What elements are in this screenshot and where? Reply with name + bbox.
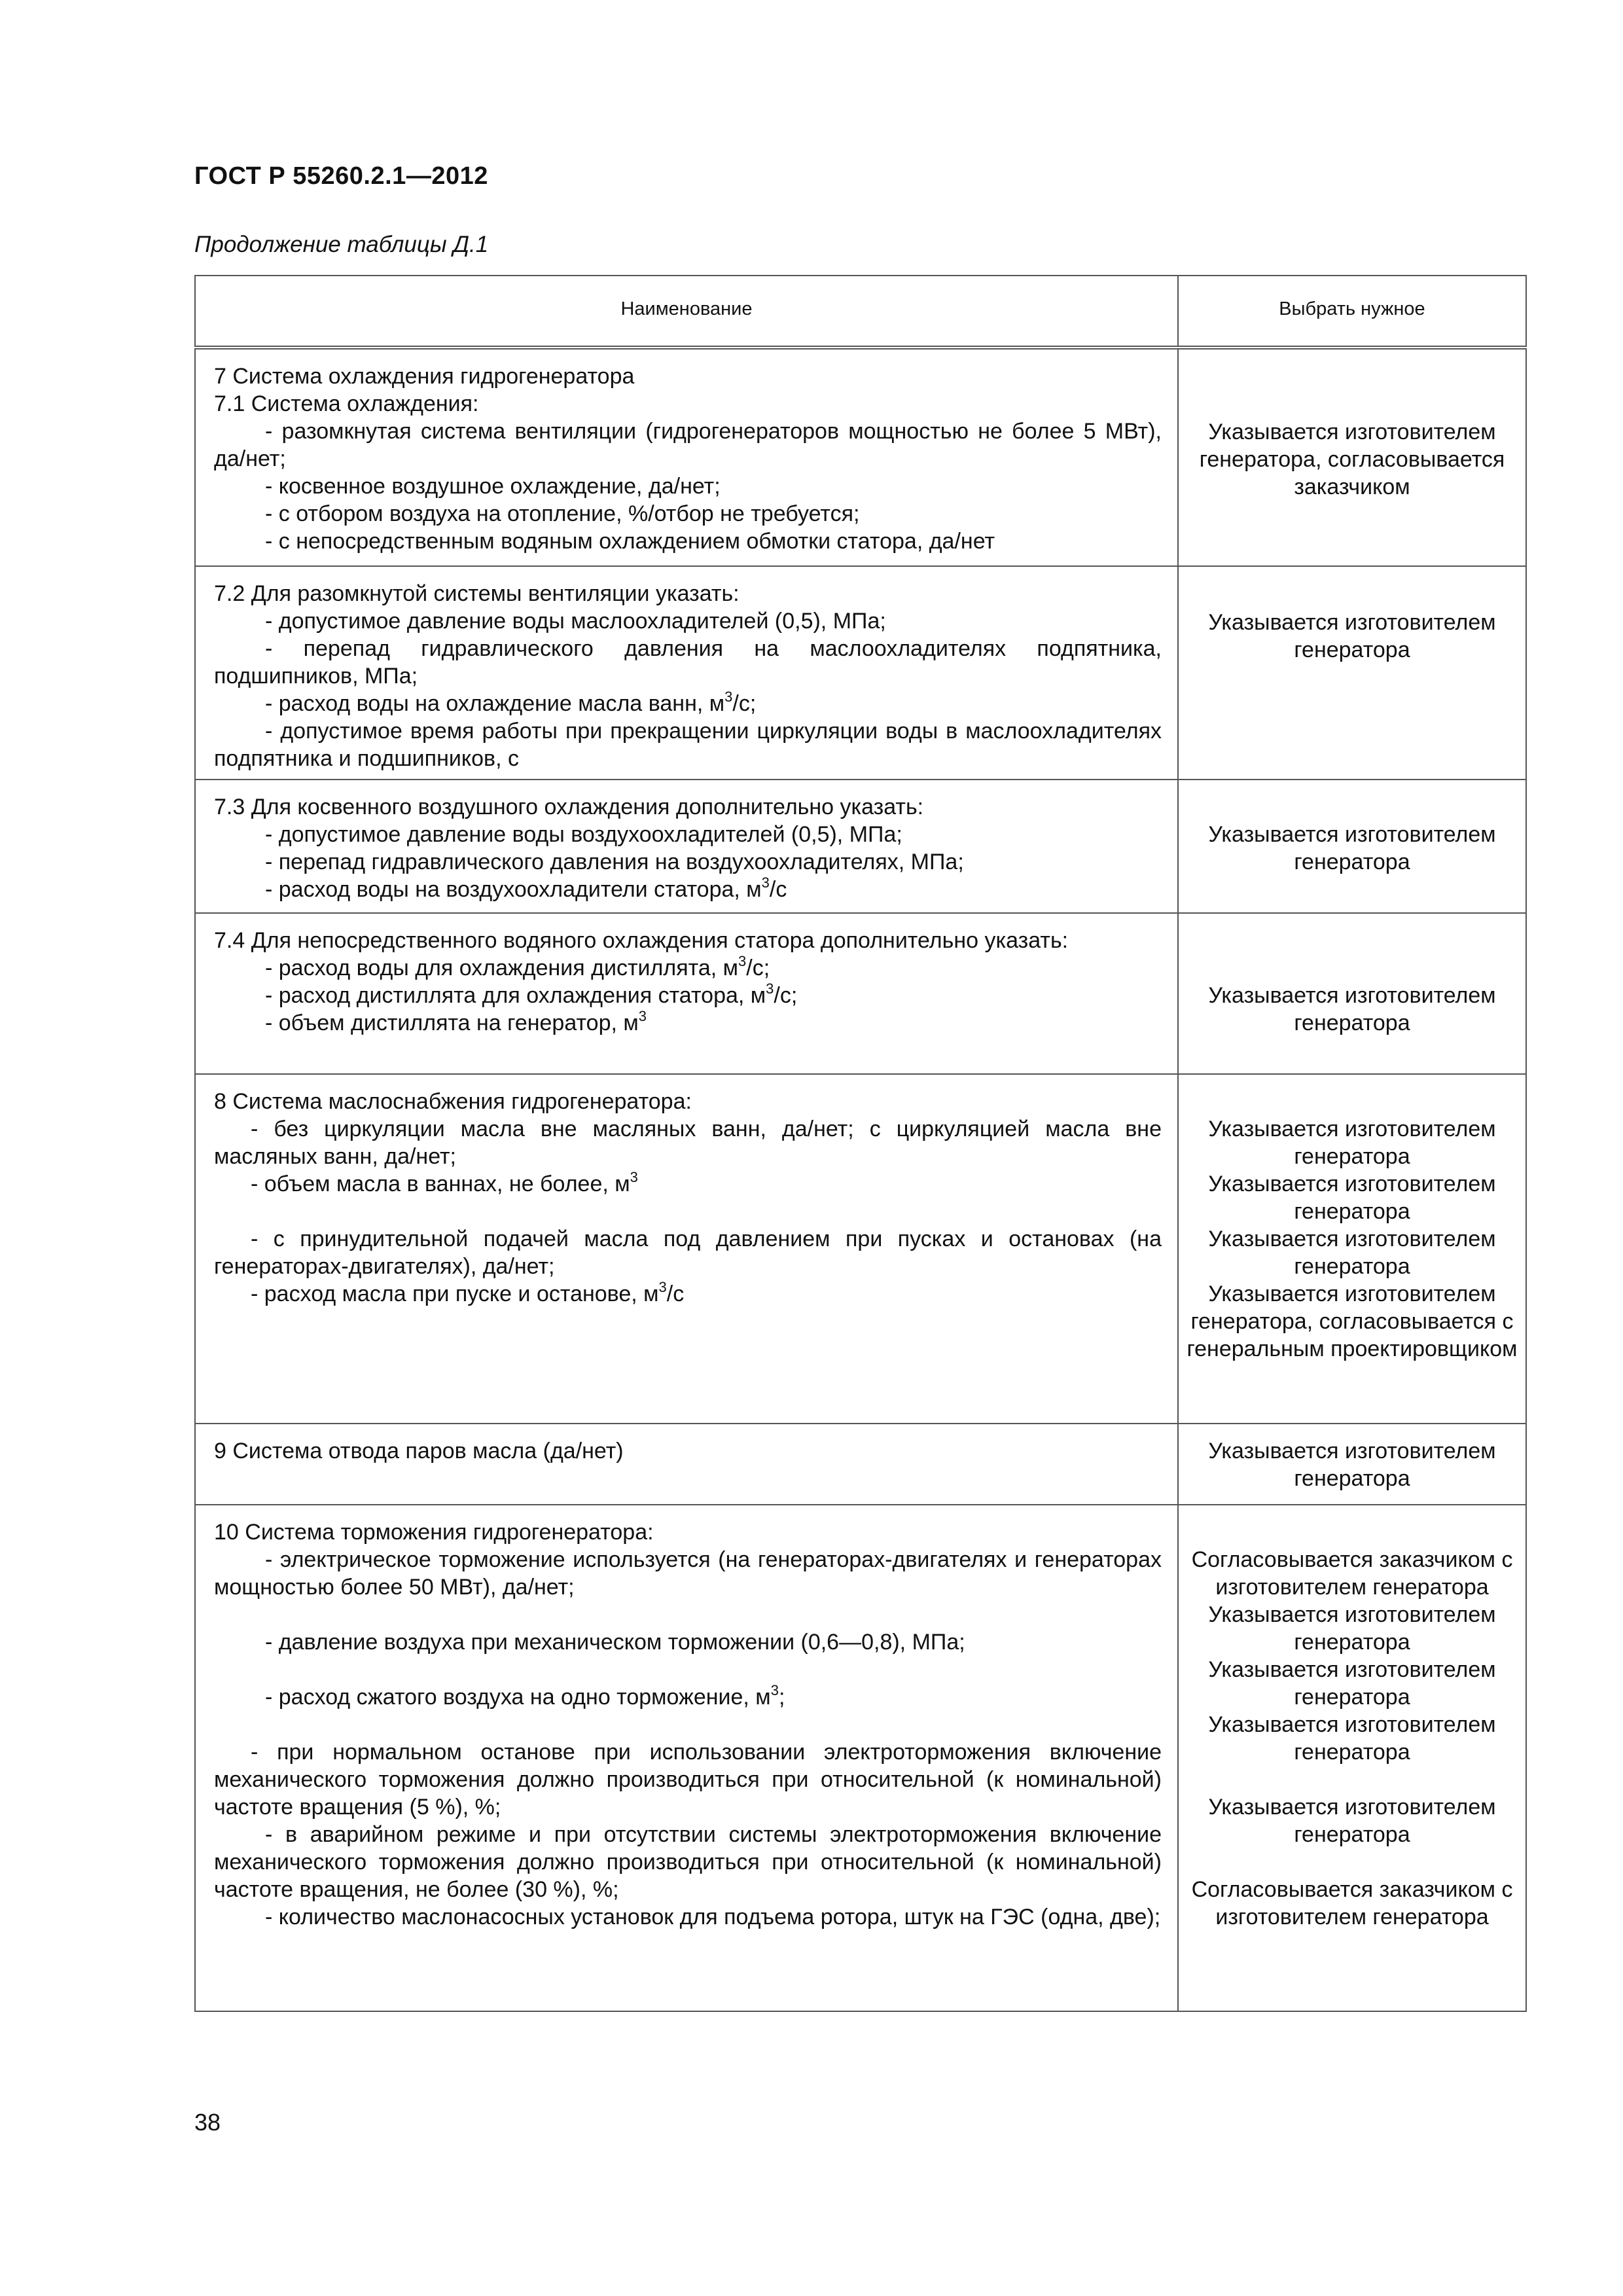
row-7-3-description: 7.3 Для косвенного воздушного охлаждения дополнительно указать: - допустимое давление воды воздухоохладителей (0,5), МПа; - перепад гидравлического давления на воздухоохладителях, МПа; - расход воды на воздухоохладители статора, $м^3/с$ [195,780,1178,913]
table-row [195,348,1526,566]
row-7-choice: Указывается изготовителем генератора, согласовывается заказчиком [1178,348,1526,566]
table-row [195,1424,1526,1505]
row-7-2-description: 7.2 Для разомкнутой системы вентиляции указать: - допустимое давление воды маслоохладителей (0,5), МПа; - перепад гидравлического давления на маслоохладителях подпятника, подшипников, МПа; - расход воды на охлаждение масла ванн, $м^3/с$; - допустимое время работы при прекращении циркуляции воды в маслоохладителях подпятника и подшипников, с [195,566,1178,780]
row-7-2-choice: Указывается изготовителем генератора [1178,566,1526,780]
row-8-choice: Указывается изготовителем генератора Указывается изготовителем генератора Указывается изготовителем генератора Указывается изготовителем генератора, согласовывается с генеральным проектировщиком [1178,1074,1526,1424]
row-9-choice: Указывается изготовителем генератора [1178,1424,1526,1505]
table-caption: Продолжение таблицы Д.1 [194,232,489,257]
table-row [195,566,1526,780]
row-7-line: 7 Система охлаждения гидрогенератора [214,364,635,389]
row-7-line: 7.1 Система охлаждения: [214,391,479,416]
row-7-3-choice: Указывается изготовителем генератора [1178,780,1526,913]
row-7-line: - разомкнутая система вентиляции (гидрогенераторов мощностью не более 5 МВт), да/нет; [214,419,1162,471]
row-9-description: 9 Система отвода паров масла (да/нет) [195,1424,1178,1505]
table-row [195,780,1526,913]
table-row [195,913,1526,1074]
row-7-4-choice: Указывается изготовителем генератора [1178,913,1526,1074]
table-row [195,1505,1526,2011]
row-10-description: 10 Система торможения гидрогенератора: - электрическое торможение используется (на генераторах-двигателях и генераторах мощностью более 50 МВт), да/нет; - давление воздуха при механическом торможении (0,6—0,8), МПа; - расход сжатого воздуха на одно торможение, $м^3$; - при нормальном останове при использовании электроторможения включение механического торможения должно производиться при относительной (к номинальной) частоте вращения (5 %), %; - в аварийном режиме и при отсутствии системы электроторможения включение механического торможения должно производиться при относительной (к номинальной) частоте вращения, не более (30 %), %; - количество маслонасосных установок для подъема ротора, штук на ГЭС (одна, две); [195,1505,1178,2011]
row-8-description: 8 Система маслоснабжения гидрогенератора: - без циркуляции масла вне масляных ванн, да/нет; с циркуляцией масла вне масляных ванн, да/нет; - объем масла в ваннах, не более, $м^3$ - с принудительной подачей масла под давлением при пусках и остановах (на генераторах-двигателях), да/нет; - расход масла при пуске и останове, $м^3/с$ [195,1074,1178,1424]
header-choice: Выбрать нужное [1178,276,1526,348]
table-row [195,1074,1526,1424]
header-name: Наименование [195,276,1178,348]
table-header [195,276,1526,348]
row-7-line: - косвенное воздушное охлаждение, да/нет; [265,474,721,499]
row-7-description [195,348,1178,566]
row-7-line: - с непосредственным водяным охлаждением обмотки статора, да/нет [265,529,995,554]
page-number: 38 [194,2109,221,2136]
row-7-line: - с отбором воздуха на отопление, %/отбор не требуется; [265,501,860,526]
row-7-4-description: 7.4 Для непосредственного водяного охлаждения статора дополнительно указать: - расход воды для охлаждения дистиллята, $м^3/с$; - расход дистиллята для охлаждения статора, $м^3/с$; - объем дистиллята на генератор, $м^3$ [195,913,1178,1074]
specification-table [194,275,1527,2012]
row-10-choice: Согласовывается заказчиком с изготовителем генератора Указывается изготовителем генератора Указывается изготовителем генератора Указывается изготовителем генератора Указывается изготовителем генератора Согласовывается заказчиком с изготовителем генератора [1178,1505,1526,2011]
document-code: ГОСТ Р 55260.2.1—2012 [194,162,488,190]
